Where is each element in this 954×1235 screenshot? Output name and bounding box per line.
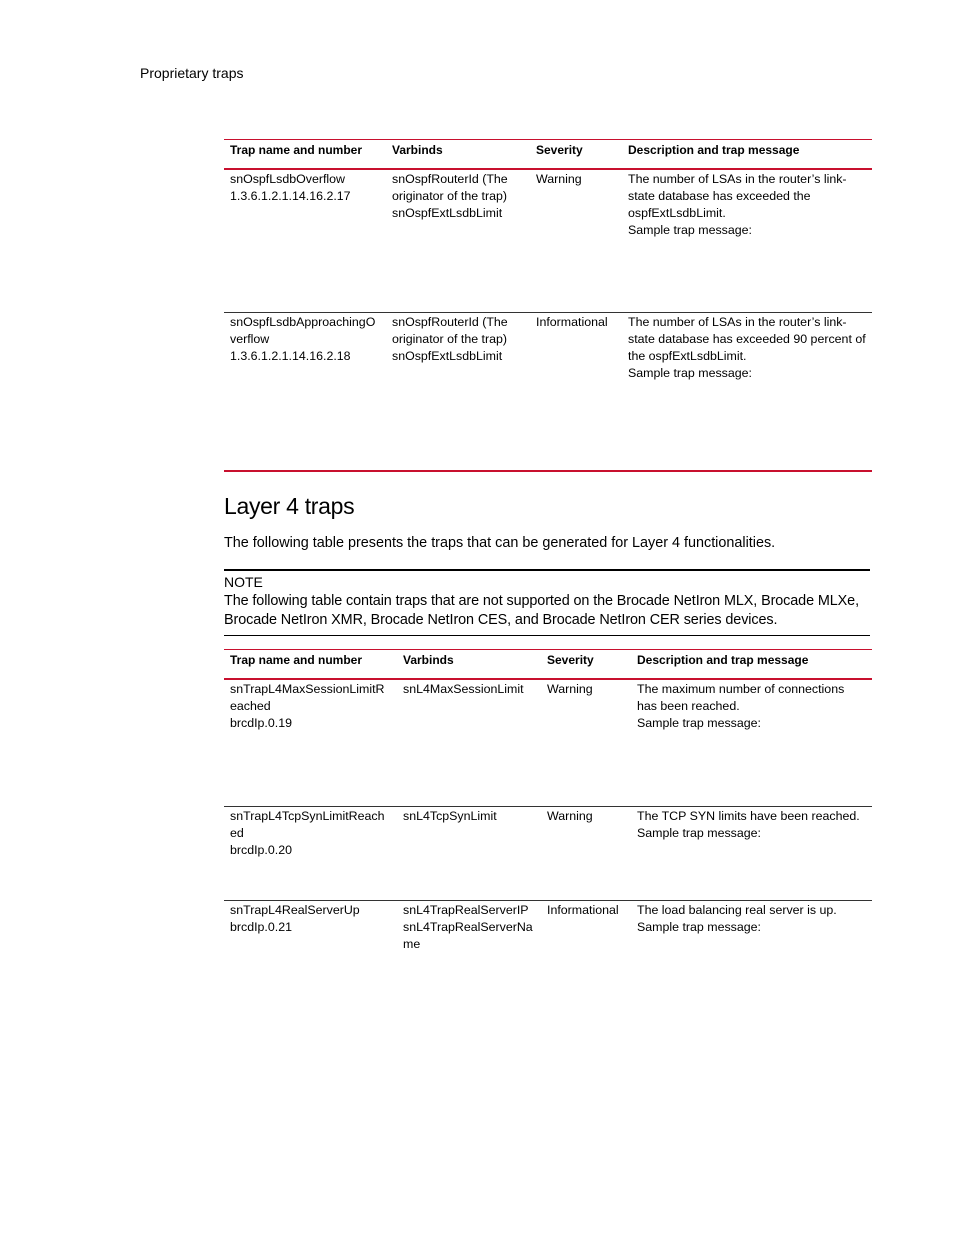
varbinds-cell [397, 679, 541, 806]
varbinds-cell [397, 900, 541, 960]
running-header: Proprietary traps [140, 65, 244, 81]
header-description: Description and trap message [631, 650, 872, 680]
trap-number: brcdIp.0.19 [230, 716, 292, 730]
description-cell [622, 312, 872, 469]
section-title: Layer 4 traps [224, 493, 355, 519]
header-varbinds: Varbinds [397, 650, 541, 680]
layer4-traps-table [224, 649, 872, 960]
table-end-rule [224, 470, 872, 472]
table-row [224, 169, 872, 312]
header-severity: Severity [530, 140, 622, 170]
sample-message-label: Sample trap message: [637, 716, 761, 730]
trap-number: brcdIp.0.20 [230, 842, 292, 857]
varbind: snL4TrapRealServerName [403, 919, 533, 951]
description-text: The number of LSAs in the router’s link-state database has exceeded 90 percent of the ospfExtLsdbLimit. [628, 314, 866, 363]
trap-name-cell [224, 169, 386, 312]
severity-cell: Warning [541, 806, 631, 900]
ospf-traps-table [224, 139, 872, 469]
trap-name: snTrapL4TcpSynLimitReached [230, 808, 385, 840]
table-row [224, 900, 872, 960]
severity-cell: Warning [547, 682, 593, 696]
description-cell [622, 169, 872, 312]
severity-cell: Warning [536, 172, 582, 186]
section-intro: The following table presents the traps that can be generated for Layer 4 functionalities. [224, 535, 776, 551]
note-title: NOTE [224, 574, 263, 590]
severity-cell: Informational [541, 900, 631, 960]
description-cell [631, 806, 872, 900]
trap-name-cell [224, 679, 397, 806]
description-text: The number of LSAs in the router’s link-state database has exceeded the ospfExtLsdbLimit. [628, 172, 847, 220]
severity-cell: Informational [530, 312, 622, 469]
sample-message-label: Sample trap message: [637, 825, 761, 840]
trap-number: 1.3.6.1.2.1.14.16.2.18 [230, 348, 351, 363]
description-cell [631, 679, 872, 806]
varbind: snL4TrapRealServerIP [403, 902, 529, 917]
trap-name-cell [224, 900, 397, 960]
trap-name: snOspfLsdbOverflow [230, 172, 346, 186]
trap-name: snTrapL4MaxSessionLimitReached [230, 682, 385, 713]
sample-message-label: Sample trap message: [628, 223, 752, 237]
table-header-row [224, 650, 872, 680]
varbinds-cell [397, 806, 541, 900]
varbinds-cell [386, 169, 530, 312]
header-trap-name: Trap name and number [224, 650, 397, 680]
table-row [224, 679, 872, 806]
description-text: The maximum number of connections has been reached. [637, 682, 845, 713]
trap-number: brcdIp.0.21 [230, 919, 292, 934]
description-text: The load balancing real server is up. [637, 902, 837, 917]
sample-message-label: Sample trap message: [637, 919, 761, 934]
table-row [224, 806, 872, 900]
trap-name-cell [224, 806, 397, 900]
varbind: snOspfRouterId (The originator of the trap) [392, 172, 508, 203]
varbind: snL4TcpSynLimit [403, 808, 497, 823]
header-description: Description and trap message [622, 140, 872, 170]
trap-number: 1.3.6.1.2.1.14.16.2.17 [230, 189, 351, 203]
header-varbinds: Varbinds [386, 140, 530, 170]
varbinds-cell [386, 312, 530, 469]
description-text: The TCP SYN limits have been reached. [637, 808, 860, 823]
varbind: snL4MaxSessionLimit [403, 682, 524, 696]
header-severity: Severity [541, 650, 631, 680]
trap-name-cell [224, 312, 386, 469]
varbind: snOspfRouterId (The originator of the trap) [392, 314, 508, 346]
table-row [224, 312, 872, 469]
trap-name: snOspfLsdbApproachingOverflow [230, 314, 376, 346]
varbind: snOspfExtLsdbLimit [392, 348, 503, 363]
varbind: snOspfExtLsdbLimit [392, 206, 503, 220]
header-trap-name: Trap name and number [224, 140, 386, 170]
table-header-row [224, 140, 872, 170]
sample-message-label: Sample trap message: [628, 365, 752, 380]
trap-name: snTrapL4RealServerUp [230, 902, 360, 917]
note-text: The following table contain traps that are not supported on the Brocade NetIron MLX, Brocade MLXe, Brocade NetIron XMR, Brocade NetIron CES, and Brocade NetIron CER series devices. [224, 593, 859, 628]
note-box [224, 569, 870, 636]
description-cell [631, 900, 872, 960]
